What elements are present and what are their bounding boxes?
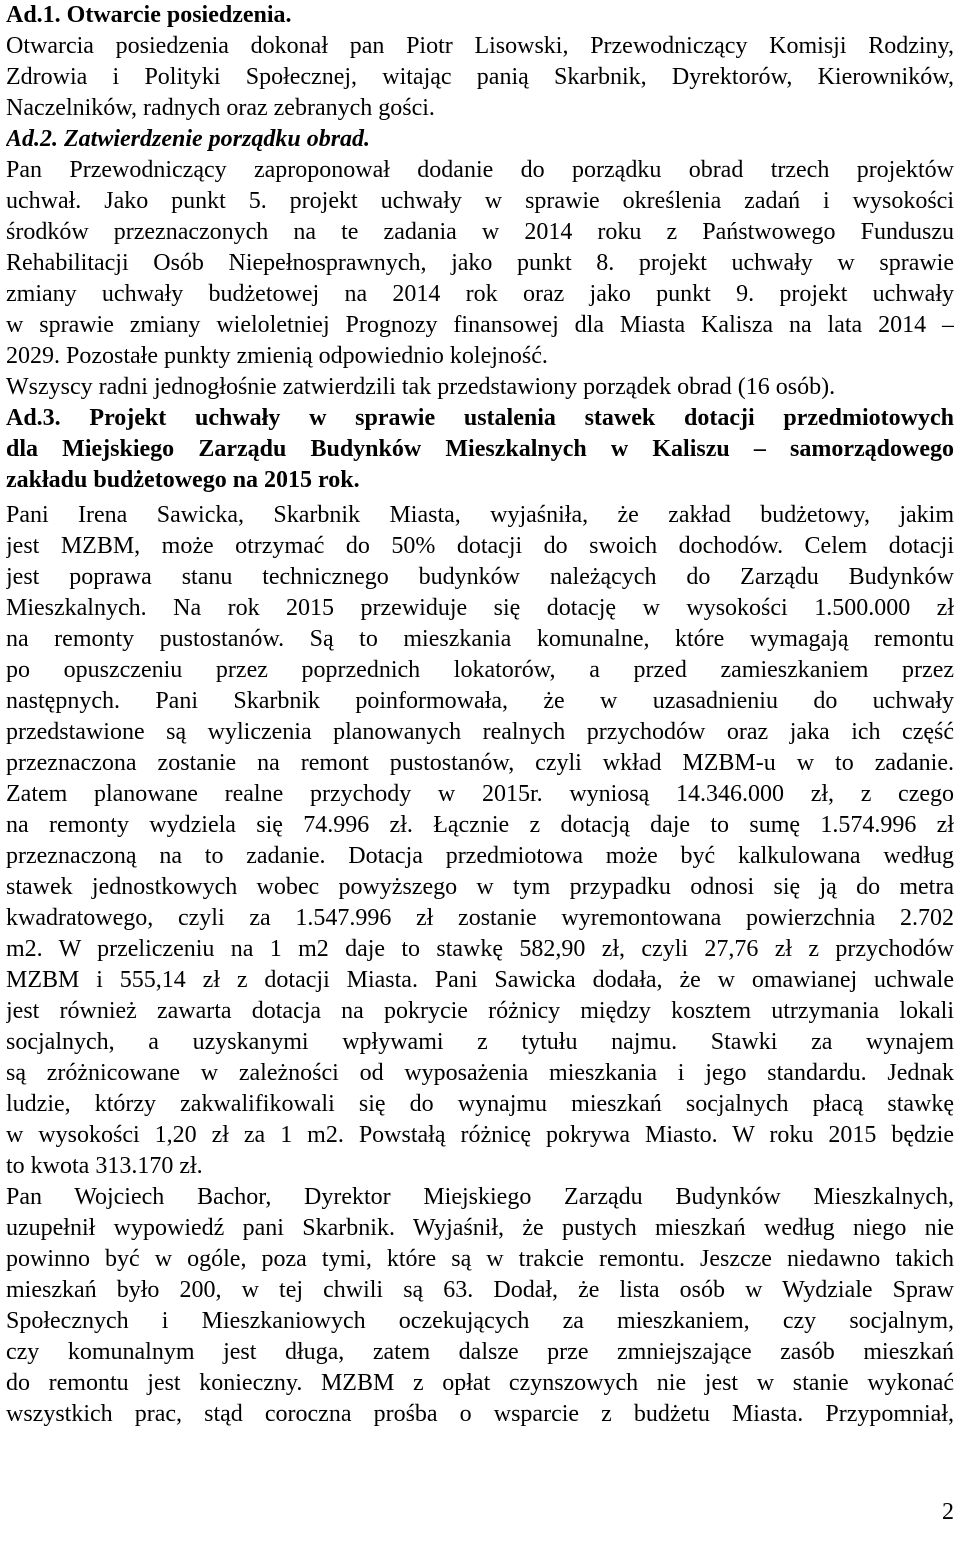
- paragraph-line: na remonty wydziela się 74.996 zł. Łącznie z dotacją daje to sumę 1.574.996 zł: [6, 812, 954, 838]
- paragraph-line: Otwarcia posiedzenia dokonał pan Piotr Lisowski, Przewodniczący Komisji Rodziny,: [6, 33, 954, 59]
- paragraph-line: w wysokości 1,20 zł za 1 m2. Powstałą różnicę pokrywa Miasto. W roku 2015 będzie: [6, 1122, 954, 1148]
- page-number: 2: [942, 1499, 954, 1525]
- paragraph-line: na remonty pustostanów. Są to mieszkania komunalne, które wymagają remontu: [6, 626, 954, 652]
- paragraph-line: przedstawione są wyliczenia planowanych realnych przychodów oraz jaka ich część: [6, 719, 954, 745]
- paragraph-line: mieszkań było 200, w tej chwili są 63. Dodał, że lista osób w Wydziale Spraw: [6, 1277, 954, 1303]
- paragraph-line: jest również zawarta dotacja na pokrycie różnicy między kosztem utrzymania lokali: [6, 998, 954, 1024]
- paragraph-line: uchwał. Jako punkt 5. projekt uchwały w sprawie określenia zadań i wysokości: [6, 188, 954, 214]
- paragraph-line: MZBM i 555,14 zł z dotacji Miasta. Pani Sawicka dodała, że w omawianej uchwale: [6, 967, 954, 993]
- heading-ad3: Ad.3. Projekt uchwały w sprawie ustalenia stawek dotacji przedmiotowych: [6, 405, 954, 431]
- paragraph-line: powinno być w ogóle, poza tymi, które są w trakcie remontu. Jeszcze niedawno takich: [6, 1246, 954, 1272]
- paragraph-line: to kwota 313.170 zł.: [6, 1153, 203, 1179]
- paragraph-line: Mieszkalnych. Na rok 2015 przewiduje się dotację w wysokości 1.500.000 zł: [6, 595, 954, 621]
- paragraph-line: Rehabilitacji Osób Niepełnosprawnych, jako punkt 8. projekt uchwały w sprawie: [6, 250, 954, 276]
- paragraph-line: ludzie, którzy zakwalifikowali się do wynajmu mieszkań socjalnych płacą stawkę: [6, 1091, 954, 1117]
- heading-ad1: Ad.1. Otwarcie posiedzenia.: [6, 2, 292, 28]
- paragraph-line: Naczelników, radnych oraz zebranych gości.: [6, 95, 435, 121]
- paragraph-line: m2. W przeliczeniu na 1 m2 daje to stawkę 582,90 zł, czyli 27,76 zł z przychodów: [6, 936, 954, 962]
- paragraph-line: jest poprawa stanu technicznego budynków należących do Zarządu Budynków: [6, 564, 954, 590]
- paragraph-line: Pan Wojciech Bachor, Dyrektor Miejskiego Zarządu Budynków Mieszkalnych,: [6, 1184, 954, 1210]
- paragraph-line: Pan Przewodniczący zaproponował dodanie do porządku obrad trzech projektów: [6, 157, 954, 183]
- paragraph-line: w sprawie zmiany wieloletniej Prognozy finansowej dla Miasta Kalisza na lata 2014 –: [6, 312, 954, 338]
- paragraph-line: przeznaczona zostanie na remont pustostanów, czyli wkład MZBM-u w to zadanie.: [6, 750, 954, 776]
- paragraph-line: wszystkich prac, stąd coroczna prośba o wsparcie z budżetu Miasta. Przypomniał,: [6, 1401, 954, 1427]
- paragraph-line: czy komunalnym jest długa, zatem dalsze prze zmniejszające zasób mieszkań: [6, 1339, 954, 1365]
- paragraph-line: 2029. Pozostałe punkty zmienią odpowiednio kolejność.: [6, 343, 548, 369]
- paragraph-line: środków przeznaczonych na te zadania w 2014 roku z Państwowego Funduszu: [6, 219, 954, 245]
- paragraph-line: jest MZBM, może otrzymać do 50% dotacji do swoich dochodów. Celem dotacji: [6, 533, 954, 559]
- paragraph-line: przeznaczoną na to zadanie. Dotacja przedmiotowa może być kalkulowana według: [6, 843, 954, 869]
- paragraph-line: Zdrowia i Polityki Społecznej, witając panią Skarbnik, Dyrektorów, Kierowników,: [6, 64, 954, 90]
- paragraph-line: po opuszczeniu przez poprzednich lokatorów, a przed zamieszkaniem przez: [6, 657, 954, 683]
- paragraph-line: następnych. Pani Skarbnik poinformowała, że w uzasadnieniu do uchwały: [6, 688, 954, 714]
- paragraph-line: do remontu jest konieczny. MZBM z opłat czynszowych nie jest w stanie wykonać: [6, 1370, 954, 1396]
- paragraph-line: stawek jednostkowych wobec powyższego w tym przypadku odnosi się ją do metra: [6, 874, 954, 900]
- paragraph-line: zmiany uchwały budżetowej na 2014 rok oraz jako punkt 9. projekt uchwały: [6, 281, 954, 307]
- heading-ad3: dla Miejskiego Zarządu Budynków Mieszkalnych w Kaliszu – samorządowego: [6, 436, 954, 462]
- heading-ad3: zakładu budżetowego na 2015 rok.: [6, 467, 360, 493]
- paragraph-line: Pani Irena Sawicka, Skarbnik Miasta, wyjaśniła, że zakład budżetowy, jakim: [6, 502, 954, 528]
- paragraph-line: są zróżnicowane w zależności od wyposażenia mieszkania i jego standardu. Jednak: [6, 1060, 954, 1086]
- paragraph-line: Wszyscy radni jednogłośnie zatwierdzili tak przedstawiony porządek obrad (16 osób).: [6, 374, 836, 400]
- heading-ad2: Ad.2. Zatwierdzenie porządku obrad.: [6, 126, 371, 152]
- paragraph-line: Zatem planowane realne przychody w 2015r. wyniosą 14.346.000 zł, z czego: [6, 781, 954, 807]
- paragraph-line: Społecznych i Mieszkaniowych oczekujących za mieszkaniem, czy socjalnym,: [6, 1308, 954, 1334]
- paragraph-line: uzupełnił wypowiedź pani Skarbnik. Wyjaśnił, że pustych mieszkań według niego nie: [6, 1215, 954, 1241]
- paragraph-line: socjalnych, a uzyskanymi wpływami z tytułu najmu. Stawki za wynajem: [6, 1029, 954, 1055]
- paragraph-line: kwadratowego, czyli za 1.547.996 zł zostanie wyremontowana powierzchnia 2.702: [6, 905, 954, 931]
